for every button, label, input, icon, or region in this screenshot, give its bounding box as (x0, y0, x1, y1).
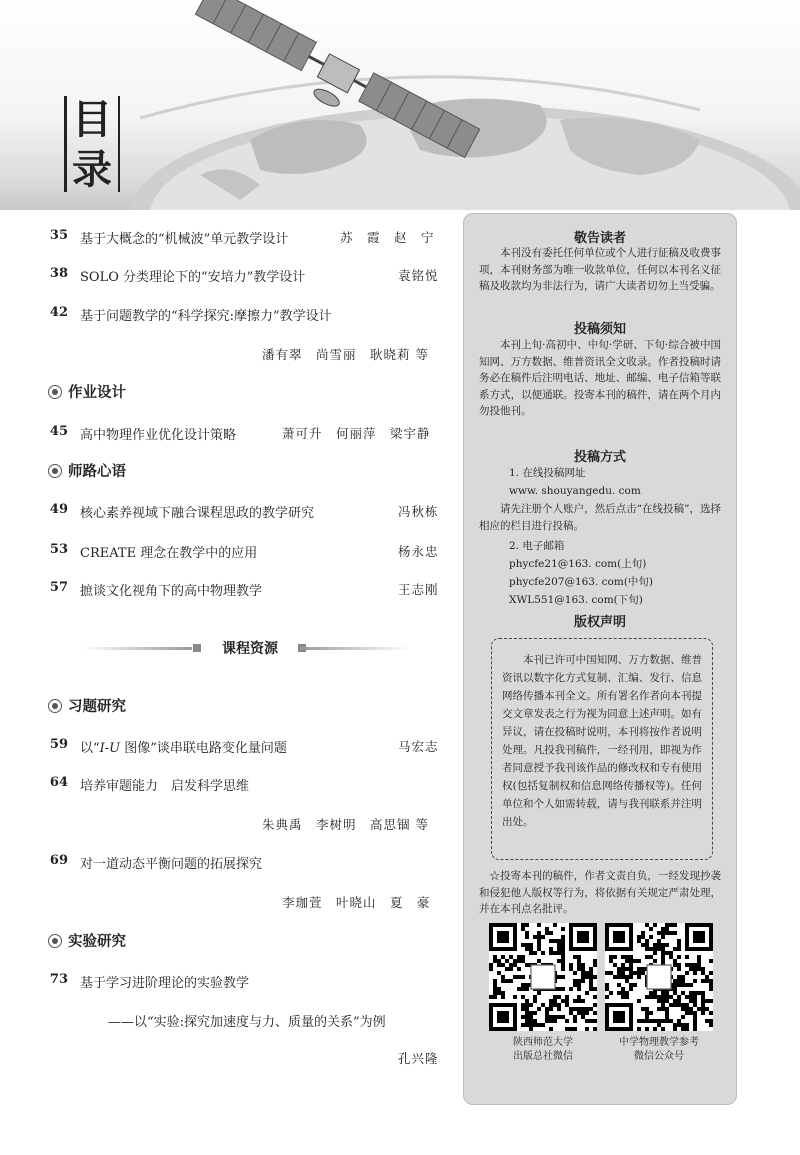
toc-author: 王志刚 (398, 582, 439, 597)
banner-rule-left (82, 647, 192, 650)
toc-author: 朱典禹 李树明 高思锢 等 (262, 817, 429, 832)
satellite-globe-illustration (0, 0, 800, 210)
banner-rule-right (300, 647, 410, 650)
toc-subtitle: ——以“实验:探究加速度与力、质量的关系”为例 (108, 1015, 386, 1030)
toc-author: 冯秋栋 (398, 504, 439, 519)
section-heading-exercise (48, 695, 126, 716)
toc-title[interactable]: 基于学习进阶理论的实验教学 (80, 976, 250, 991)
section-label: 作业设计 (68, 385, 126, 401)
title-char-1: 目 (72, 97, 112, 143)
title-rule-left (64, 96, 67, 192)
email-early[interactable]: phycfe21@163. com(上旬) (509, 558, 647, 570)
toc-page-number: 42 (49, 305, 68, 320)
caption-line: 微信公众号 (634, 1051, 684, 1062)
title-part: 图像”谈串联电路变化量问题 (120, 741, 287, 756)
toc-title[interactable]: CREATE 理念在教学中的应用 (80, 546, 258, 561)
caption-line: 中学物理教学参考 (619, 1037, 699, 1048)
toc-title[interactable]: 对一道动态平衡问题的拓展探究 (80, 857, 263, 872)
resource-banner-label: 课程资源 (222, 641, 278, 657)
toc-title[interactable]: 核心素养视域下融合课程思政的教学研究 (80, 506, 315, 521)
qr-code-publisher[interactable] (489, 923, 597, 1031)
method-url[interactable]: www. shouyangedu. com (509, 485, 641, 497)
toc-page-number: 38 (49, 266, 68, 281)
method-online-label: 1. 在线投稿网址 (509, 467, 586, 479)
toc-page-number: 73 (49, 972, 68, 987)
toc-page-number: 35 (49, 228, 68, 243)
toc-page-number: 45 (49, 424, 68, 439)
copyright-box (491, 638, 713, 860)
guide-text: 本刊上旬·高初中、中旬·学研、下旬·综合被中国知网、万方数据、维普资讯全文收录。作者投稿时请务必在稿件后注明电话、地址、邮编、电子信箱等联系方式，以便通联。投寄本刊的稿件，请在两个月内勿投他刊。 (479, 339, 721, 417)
title-italic-part: I-U (99, 741, 121, 756)
copyright-title: 版权声明 (573, 615, 626, 630)
notice-title: 敬告读者 (573, 231, 626, 246)
title-rule-right (118, 96, 120, 192)
toc-title[interactable]: 摭谈文化视角下的高中物理教学 (80, 584, 263, 599)
section-heading-teacher (48, 460, 126, 481)
section-bullet-icon (48, 464, 62, 478)
toc-author: 萧可升 何丽萍 梁宇静 (282, 426, 431, 441)
toc-page-number: 49 (49, 502, 68, 517)
section-label: 实验研究 (68, 934, 126, 950)
toc-title[interactable]: 基于问题教学的“科学探究:摩擦力”教学设计 (80, 309, 332, 324)
qr-right-caption (594, 1036, 724, 1064)
section-bullet-icon (48, 934, 62, 948)
section-bullet-icon (48, 385, 62, 399)
toc-author: 李珈萱 叶晓山 夏 豪 (282, 895, 431, 910)
toc-page-number: 53 (49, 542, 68, 557)
method-note: 请先注册个人账户，然后点击“在线投稿”，选择相应的栏目进行投稿。 (479, 503, 721, 532)
caption-line: 出版总社微信 (513, 1051, 573, 1062)
toc-title[interactable]: SOLO 分类理论下的“安培力”教学设计 (80, 270, 306, 285)
title-char-2: 录 (72, 147, 112, 193)
title-part: 以“ (80, 741, 100, 756)
email-late[interactable]: XWL551@163. com(下旬) (509, 594, 643, 606)
toc-author: 孔兴隆 (398, 1051, 439, 1066)
toc-title[interactable] (80, 737, 287, 756)
toc-author: 马宏志 (398, 739, 439, 754)
toc-title[interactable]: 高中物理作业优化设计策略 (80, 428, 237, 443)
qr-left-caption (478, 1036, 608, 1064)
method-title: 投稿方式 (573, 450, 626, 465)
qr-code-icon (489, 923, 597, 1031)
toc-author: 杨永忠 (398, 544, 439, 559)
section-bullet-icon (48, 699, 62, 713)
qr-code-icon (605, 923, 713, 1031)
toc-title[interactable]: 培养审题能力 启发科学思维 (80, 779, 250, 794)
header-banner (0, 0, 800, 210)
warning-text: ☆投寄本刊的稿件，作者文责自负，一经发现抄袭和侵犯他人版权等行为，将依据有关规定严肃处理，并在本刊点名批评。 (479, 870, 721, 915)
section-label: 习题研究 (68, 699, 126, 715)
toc-page-number: 69 (49, 853, 68, 868)
section-label: 师路心语 (68, 464, 126, 480)
copyright-text: 本刊已许可中国知网、万方数据、维普资讯以数字化方式复制、汇编、发行、信息网络传播本刊全文。所有署名作者向本刊提交文章发表之行为视为同意上述声明。如有异议，请在投稿时说明，本刊将按作者说明处理。凡投我刊稿件，一经刊用，即视为作者同意授予我刊该作品的修改权和专有使用权(包括复制权和信息网络传播权等)。任何单位和个人如需转载，请与我刊联系并注明出处。 (502, 654, 702, 828)
toc-page-number: 57 (49, 580, 68, 595)
toc-author: 苏 霞 赵 宁 (340, 230, 435, 245)
banner-square-icon (193, 644, 201, 652)
email-mid[interactable]: phycfe207@163. com(中旬) (509, 576, 654, 588)
info-sidebar (463, 213, 737, 1105)
toc-page-number: 64 (49, 775, 68, 790)
method-email-label: 2. 电子邮箱 (509, 540, 565, 552)
toc-author: 潘有翠 尚雪丽 耿晓莉 等 (262, 347, 429, 362)
toc-title[interactable]: 基于大概念的“机械波”单元教学设计 (80, 232, 289, 247)
caption-line: 陕西师范大学 (513, 1037, 573, 1048)
toc-author: 袁铭悦 (398, 268, 439, 283)
section-heading-homework (48, 381, 126, 402)
toc-page-number: 59 (49, 737, 68, 752)
notice-text: 本刊没有委托任何单位或个人进行征稿及收费事项，本刊财务部为唯一收款单位，任何以本刊名义征稿及收款均为非法行为，请广大读者切勿上当受骗。 (479, 247, 721, 292)
section-heading-experiment (48, 930, 126, 951)
qr-code-journal[interactable] (605, 923, 713, 1031)
guide-title: 投稿须知 (573, 322, 626, 337)
